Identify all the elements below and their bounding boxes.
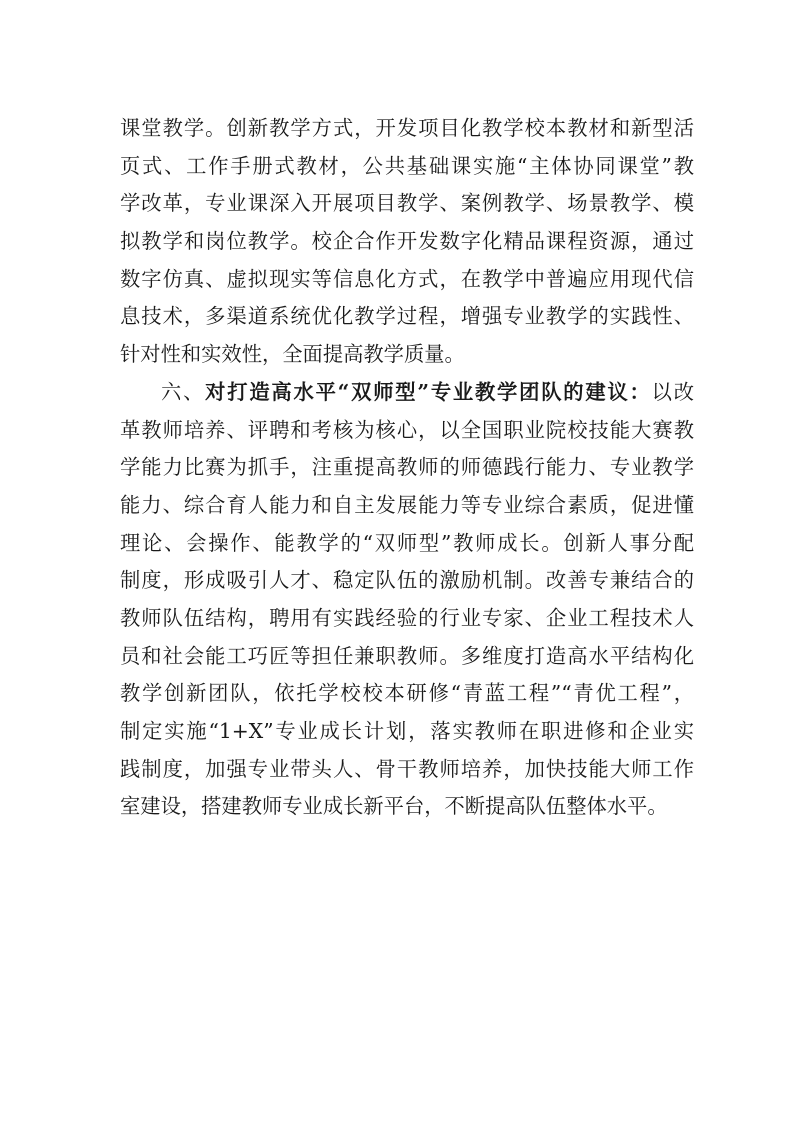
heading-line-rest: 以改 — [651, 379, 694, 404]
text-line: 页式、工作手册式教材，公共基础课实施“主体协同课堂”教 — [120, 153, 694, 178]
text-line: 学改革，专业课深入开展项目教学、案例教学、场景教学、模 — [120, 191, 694, 216]
text-line: 制度，形成吸引人才、稳定队伍的激励机制。改善专兼结合的 — [120, 568, 694, 593]
body-text — [120, 110, 694, 826]
text-line: 拟教学和岗位教学。校企合作开发数字化精品课程资源，通过 — [120, 229, 694, 254]
text-line: 课堂教学。创新教学方式，开发项目化教学校本教材和新型活 — [120, 116, 694, 140]
text-line: 息技术，多渠道系统优化教学过程，增强专业教学的实践性、 — [120, 304, 694, 329]
section-heading-line — [120, 374, 694, 412]
section-heading: 对打造高水平“双师型”专业教学团队的建议： — [205, 379, 652, 404]
text-line: 理论、会操作、能教学的“双师型”教师成长。创新人事分配 — [120, 530, 694, 555]
text-line: 革教师培养、评聘和考核为核心，以全国职业院校技能大赛教 — [120, 417, 694, 442]
text-line: 制定实施“1+X”专业成长计划，落实教师在职进修和企业实 — [120, 719, 694, 743]
heading-number: 六、 — [161, 379, 206, 404]
text-line: 员和社会能工巧匠等担任兼职教师。多维度打造高水平结构化 — [120, 643, 694, 668]
text-line: 针对性和实效性，全面提高教学质量。 — [120, 342, 465, 367]
text-line: 能力、综合育人能力和自主发展能力等专业综合素质，促进懂 — [120, 492, 694, 517]
paragraph-teaching-methods — [120, 110, 694, 374]
text-line: 践制度，加强专业带头人、骨干教师培养，加快技能大师工作 — [120, 756, 694, 781]
text-line: 教师队伍结构，聘用有实践经验的行业专家、企业工程技术人 — [120, 605, 694, 630]
text-line: 室建设，搭建教师专业成长新平台，不断提高队伍整体水平。 — [120, 794, 668, 819]
text-line: 教学创新团队，依托学校校本研修“青蓝工程”“青优工程”， — [120, 681, 694, 706]
text-line: 数字仿真、虚拟现实等信息化方式，在教学中普遍应用现代信 — [120, 266, 694, 291]
text-line: 学能力比赛为抓手，注重提高教师的师德践行能力、专业教学 — [120, 455, 694, 480]
paragraph-teaching-team — [120, 374, 694, 826]
